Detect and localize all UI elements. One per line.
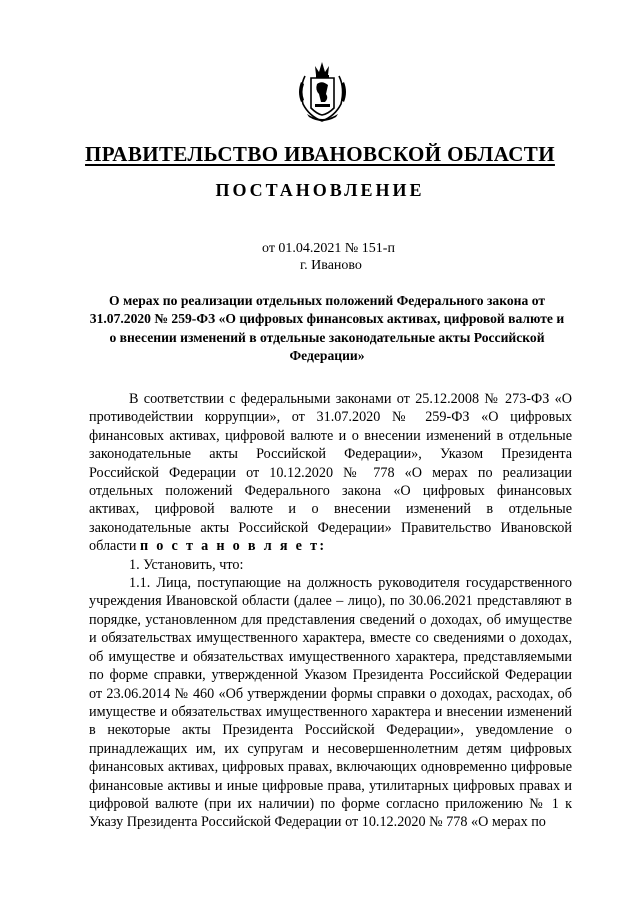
item-1: 1. Установить, что: — [129, 556, 244, 573]
date-number: от 01.04.2021 № 151-п — [262, 241, 395, 256]
coat-of-arms-emblem — [295, 58, 350, 124]
preamble-text: В соответствии с федеральными законами от 25.12.2008 № 273-ФЗ «О противодействии коррупции», от 31.07.2020 № 259-ФЗ «О цифровых финансовых активах, цифровой валюте и о внесении изменений в отдельные законодательные акты Российской Федерации», Указом Президента Российской Федерации от 10.12.2020 № 778 «О мерах по реализации отдельных положений Федерального закона «О цифровых финансовых активах, цифровой валюте и о внесении изменений в отдельные законодательные акты Российской Федерации» Правительство Ивановской области — [89, 391, 572, 555]
decree-colon: : — [319, 538, 325, 555]
item-1-1: 1.1. Лица, поступающие на должность руководителя государственного учреждения Ивановской области (далее – лицо), по 30.06.2021 представляют в порядке, установленном для представления сведений о доходах, об имуществе и обязательствах имущественного характера, вместе со сведениями о доходах, об имуществе и обязательствах имущественного характера, представляемыми по форме справки, утвержденной Указом Президента Российской Федерации от 23.06.2014 № 460 «Об утверждении формы справки о доходах, расходах, об имуществе и обязательствах имущественного характера и внесении изменений в некоторые акты Президента Российской Федерации», уведомление о принадлежащих им, их супругам и несовершеннолетним детям цифровых финансовых активах, цифровых правах, включающих одновременно цифровые финансовые активы и иные цифровые права, утилитарных цифровых правах и цифровой валюте (при их наличии) по форме согласно приложению № 1 к Указу Президента Российской Федерации от 10.12.2020 № 778 «О мерах по — [89, 575, 572, 831]
document-title: О мерах по реализации отдельных положений Федерального закона от 31.07.2020 № 259-ФЗ «О цифровых финансовых активах, цифровой валюте и о внесении изменений в отдельные законодательные акты Российской Федерации» — [89, 293, 565, 364]
organization-name: ПРАВИТЕЛЬСТВО ИВАНОВСКОЙ ОБЛАСТИ — [85, 142, 555, 166]
document-type: ПОСТАНОВЛЕНИЕ — [215, 180, 425, 200]
document-meta — [262, 240, 395, 274]
city: г. Иваново — [300, 258, 362, 273]
document-body — [89, 390, 572, 832]
preamble-paragraph — [89, 390, 572, 556]
decree-word: п о с т а н о в л я е т — [139, 538, 320, 555]
